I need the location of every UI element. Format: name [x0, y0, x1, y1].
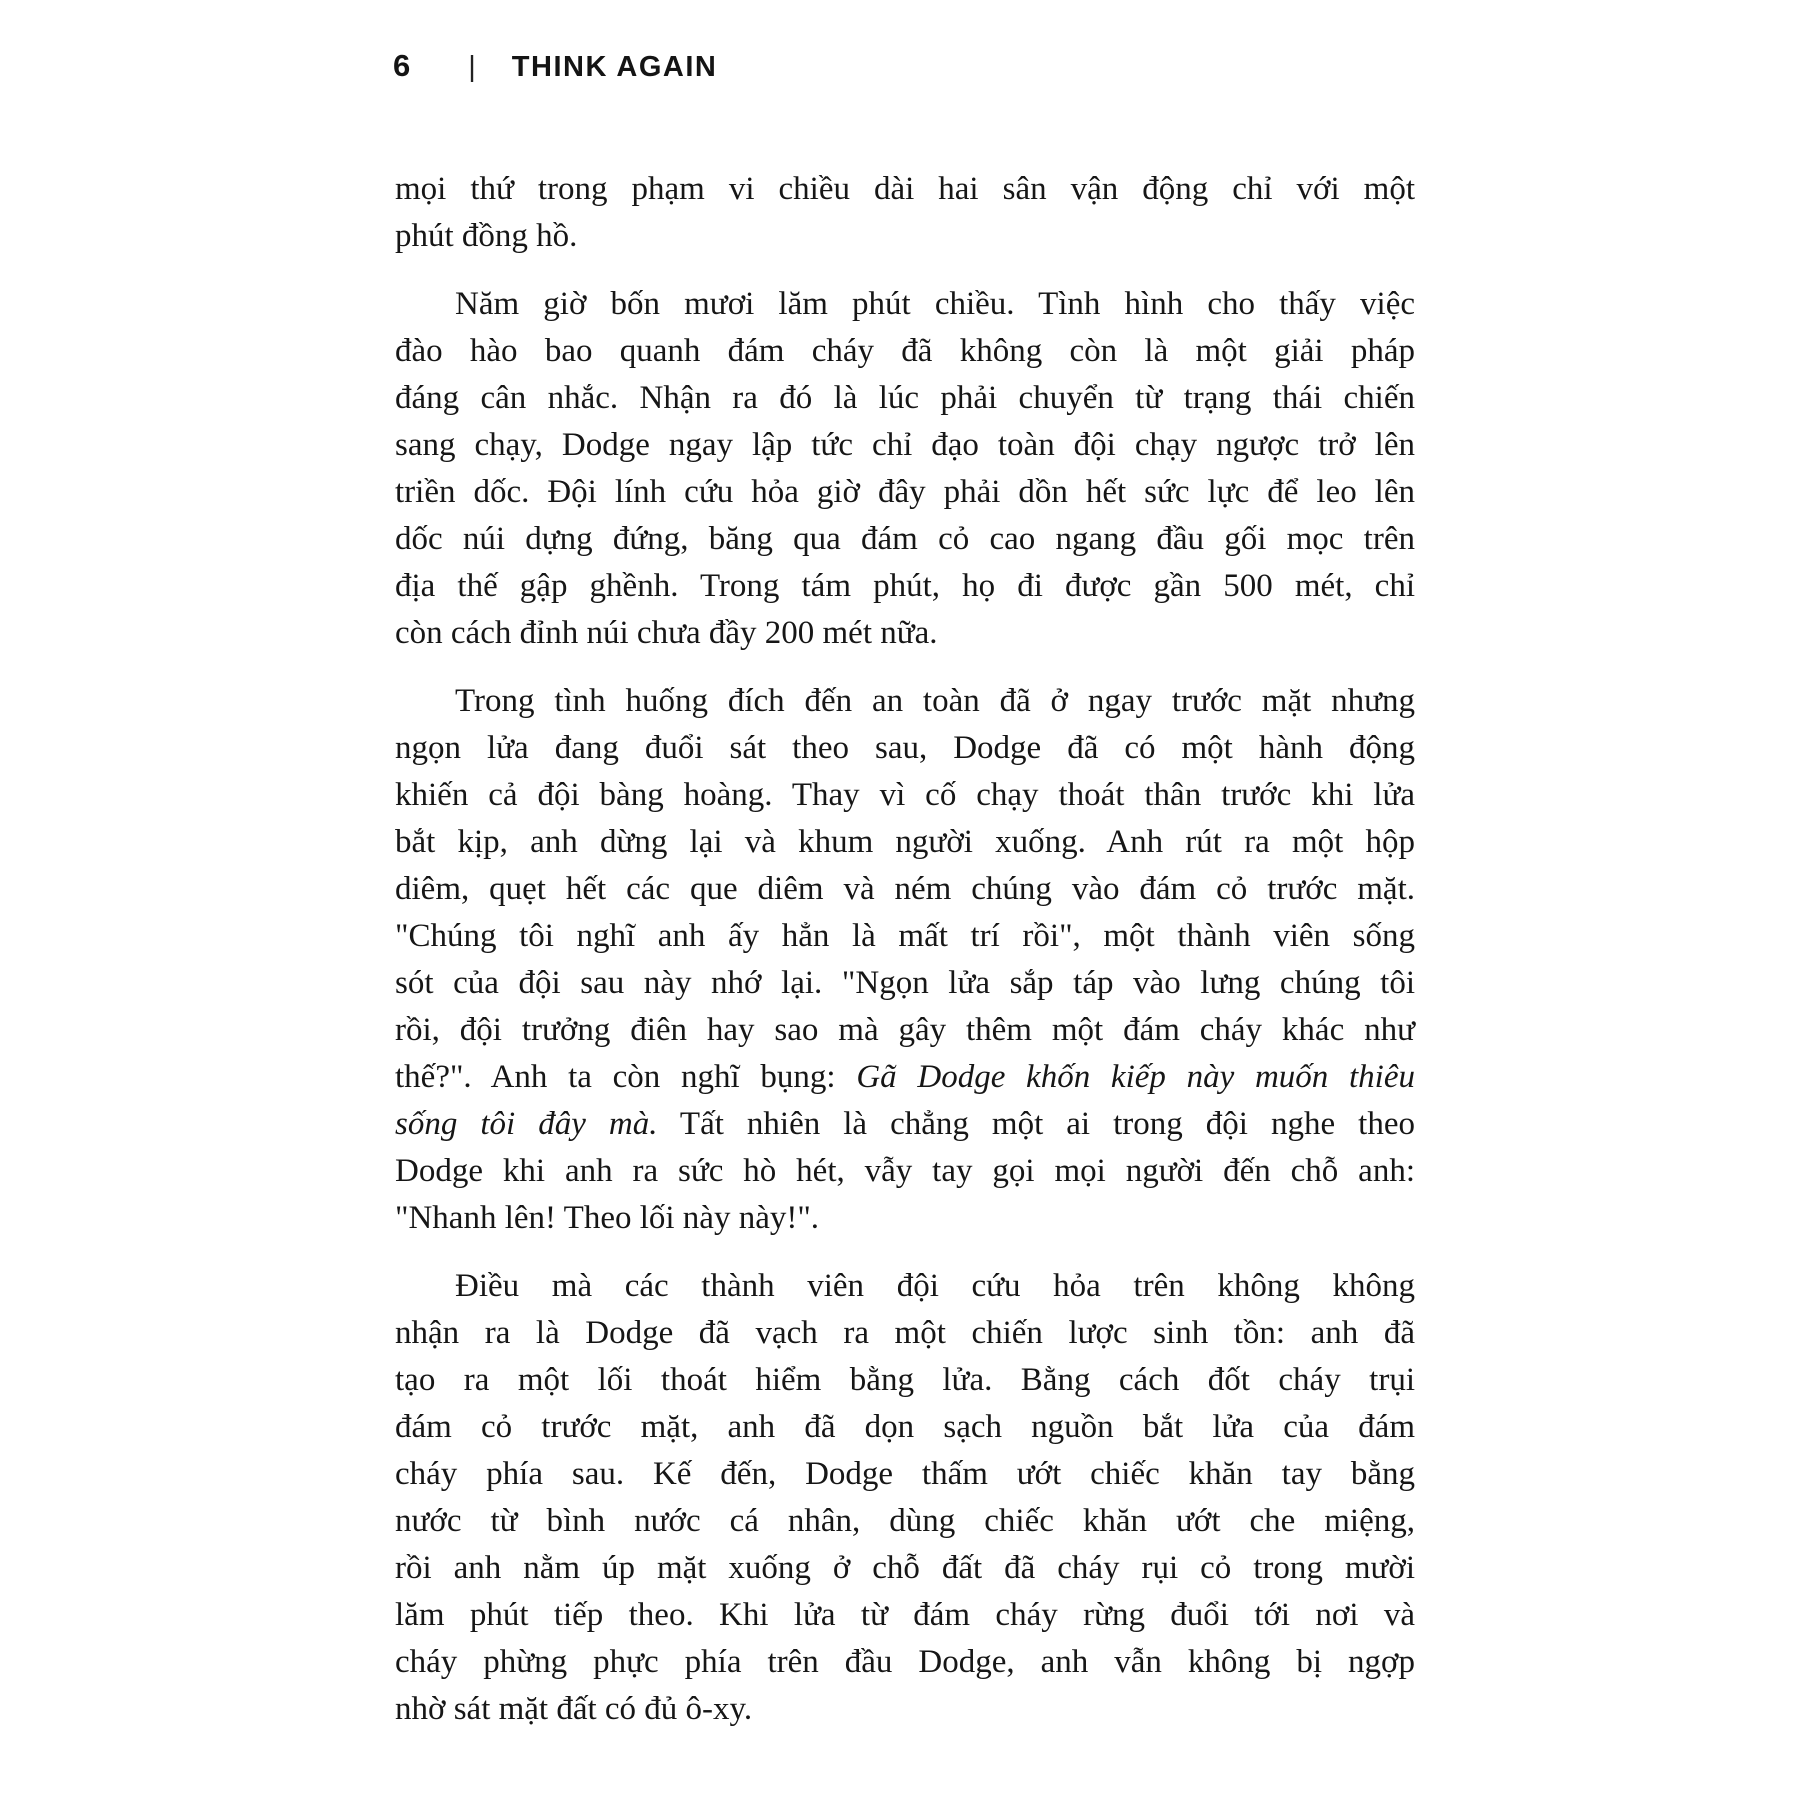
text-run: đào hào bao quanh đám cháy đã không còn là một giải pháp [395, 333, 1415, 369]
text-run: Năm giờ bốn mươi lăm phút chiều. Tình hình cho thấy việc [455, 286, 1415, 322]
text-run: cháy phía sau. Kế đến, Dodge thấm ướt chiếc khăn tay bằng [395, 1456, 1415, 1492]
text-line [395, 772, 1415, 819]
text-run: "Nhanh lên! Theo lối này này!". [395, 1200, 820, 1236]
text-line [395, 1310, 1415, 1357]
text-run: nhờ sát mặt đất có đủ ô-xy. [395, 1691, 753, 1727]
text-line [395, 213, 1415, 260]
text-line [395, 1498, 1415, 1545]
text-line [395, 960, 1415, 1007]
text-line [395, 866, 1415, 913]
text-line [395, 1451, 1415, 1498]
text-run: Dodge khi anh ra sức hò hét, vẫy tay gọi mọi người đến chỗ anh: [395, 1153, 1415, 1189]
text-line [395, 1263, 1415, 1310]
text-line [395, 1592, 1415, 1639]
text-line [395, 913, 1415, 960]
text-line [395, 375, 1415, 422]
text-line [395, 563, 1415, 610]
text-run: Trong tình huống đích đến an toàn đã ở ngay trước mặt nhưng [455, 683, 1415, 719]
text-run: thế?". Anh ta còn nghĩ bụng: [395, 1059, 857, 1095]
text-run: triền dốc. Đội lính cứu hỏa giờ đây phải dồn hết sức lực để leo lên [395, 474, 1415, 510]
page-body [395, 166, 1415, 1754]
text-run: sót của đội sau này nhớ lại. "Ngọn lửa sắp táp vào lưng chúng tôi [395, 965, 1415, 1001]
text-line [395, 819, 1415, 866]
text-run: tạo ra một lối thoát hiểm bằng lửa. Bằng cách đốt cháy trụi [395, 1362, 1415, 1398]
text-run: nhận ra là Dodge đã vạch ra một chiến lược sinh tồn: anh đã [395, 1315, 1415, 1351]
paragraph [395, 1263, 1415, 1733]
text-line [395, 1686, 1415, 1733]
text-line [395, 1639, 1415, 1686]
page-number: 6 [393, 48, 411, 83]
text-line [395, 1195, 1415, 1242]
text-line [395, 422, 1415, 469]
text-line [395, 1007, 1415, 1054]
text-line [395, 678, 1415, 725]
text-line [395, 1357, 1415, 1404]
text-line [395, 1148, 1415, 1195]
text-line [395, 1545, 1415, 1592]
text-run: cháy phừng phực phía trên đầu Dodge, anh vẫn không bị ngợp [395, 1644, 1415, 1680]
text-line [395, 328, 1415, 375]
text-run: còn cách đỉnh núi chưa đầy 200 mét nữa. [395, 615, 938, 651]
text-run: diêm, quẹt hết các que diêm và ném chúng vào đám cỏ trước mặt. [395, 871, 1415, 907]
text-line [395, 1404, 1415, 1451]
italic-text-run: Gã Dodge khốn kiếp này muốn thiêu [856, 1059, 1415, 1095]
text-run: khiến cả đội bàng hoàng. Thay vì cố chạy thoát thân trước khi lửa [395, 777, 1415, 813]
text-run: rồi, đội trưởng điên hay sao mà gây thêm một đám cháy khác như [395, 1012, 1415, 1048]
running-title: THINK AGAIN [511, 51, 718, 83]
paragraph [395, 166, 1415, 260]
text-run: nước từ bình nước cá nhân, dùng chiếc khăn ướt che miệng, [395, 1503, 1415, 1539]
text-run: lăm phút tiếp theo. Khi lửa từ đám cháy rừng đuổi tới nơi và [395, 1597, 1415, 1633]
text-run: địa thế gập ghềnh. Trong tám phút, họ đi được gần 500 mét, chỉ [395, 568, 1415, 604]
paragraph [395, 678, 1415, 1242]
text-run: Điều mà các thành viên đội cứu hỏa trên không không [455, 1268, 1415, 1304]
text-line [395, 725, 1415, 772]
paragraph [395, 281, 1415, 657]
text-run: phút đồng hồ. [395, 218, 578, 254]
italic-text-run: sống tôi đây mà. [395, 1106, 658, 1142]
text-run: dốc núi dựng đứng, băng qua đám cỏ cao ngang đầu gối mọc trên [395, 521, 1415, 557]
text-line [395, 610, 1415, 657]
text-run: đáng cân nhắc. Nhận ra đó là lúc phải chuyển từ trạng thái chiến [395, 380, 1415, 416]
text-run: Tất nhiên là chẳng một ai trong đội nghe theo [657, 1106, 1415, 1142]
text-line [395, 166, 1415, 213]
text-run: mọi thứ trong phạm vi chiều dài hai sân vận động chỉ với một [395, 171, 1415, 207]
text-line [395, 516, 1415, 563]
text-run: ngọn lửa đang đuổi sát theo sau, Dodge đã có một hành động [395, 730, 1415, 766]
text-line [395, 1101, 1415, 1148]
page-header [393, 48, 717, 84]
header-separator: | [468, 51, 476, 83]
text-run: đám cỏ trước mặt, anh đã dọn sạch nguồn bắt lửa của đám [395, 1409, 1415, 1445]
text-run: bắt kịp, anh dừng lại và khum người xuống. Anh rút ra một hộp [395, 824, 1415, 860]
text-run: "Chúng tôi nghĩ anh ấy hẳn là mất trí rồi", một thành viên sống [395, 918, 1415, 954]
text-run: rồi anh nằm úp mặt xuống ở chỗ đất đã cháy rụi cỏ trong mười [395, 1550, 1415, 1586]
text-line [395, 1054, 1415, 1101]
text-line [395, 281, 1415, 328]
text-line [395, 469, 1415, 516]
text-run: sang chạy, Dodge ngay lập tức chỉ đạo toàn đội chạy ngược trở lên [395, 427, 1415, 463]
